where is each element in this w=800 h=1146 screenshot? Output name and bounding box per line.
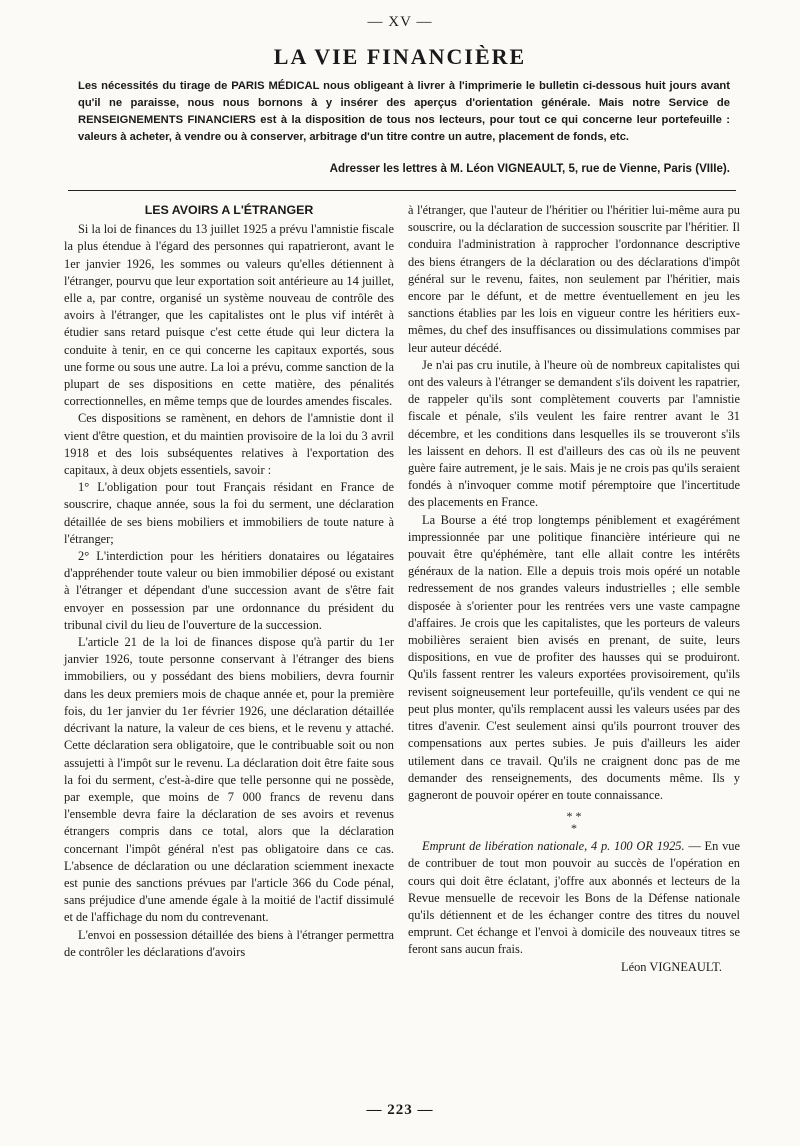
paragraph: Je n'ai pas cru inutile, à l'heure où de nombreux capitalistes qui ont des valeurs à l'étranger se demandent s'ils doivent les rapatrier, de rappeler qu'ils sont complètement couverts par l'amnistie fiscale et pénale, s'ils veulent les faire rentrer avant le 31 décembre, et les conditions dans lesquelles ils se trouveront s'ils les laissent en dehors. Il est d'ailleurs des cas où ils ne peuvent guère faire autrement, je le sais. Mais je ne crois pas qu'ils seraient fondés à n'invoquer comme motif péremptoire que l'incertitude des placements en France.	[408, 357, 740, 510]
emprunt-text: — En vue de contribuer de tout mon pouvoir au succès de l'opération en cours qui doit être éclatant, j'offre aux abonnés et lecteurs de la Revue mensuelle de recevoir les Bons de la Défense nationale qu'ils détiennent et de les échanger contre des titres du nouvel emprunt. Cet échange et l'envoi à domicile des nouveaux titres se feront sans aucun frais.	[408, 839, 740, 957]
paragraph: La Bourse a été trop longtemps péniblement et exagérément impressionnée par une politique financière intérieure qui ne pouvait être qu'éphémère, tant elle allait contre les intérêts généraux de la nation. Elle a depuis trois mois opéré un notable redressement de nos grandes valeurs industrielles ; elle semble disposée à s'orienter pour les rentrées vers une vaste campagne d'affaires. Je crois que les capitalistes, que les porteurs de valeurs mobilières seraient bien avisés en prenant, de suite, leurs dispositions, en vue de profiter des hausses qui se produiront. Qu'ils fassent rentrer les valeurs exportées provisoirement, qu'ils revisent soigneusement leur portefeuille, qu'ils vendent ce qui ne peut plus monter, qu'ils remplacent aussi les valeurs usées par des titres d'avenir. C'est seulement ainsi qu'ils pourront trouver des compensations aux pertes subies. Je puis d'ailleurs les aider utilement dans ce travail. Qu'ils ne craignent donc pas de me demander des renseignements, des documents même. Ils y gagneront de pouvoir opérer en toute connaissance.	[408, 512, 740, 802]
page-title: LA VIE FINANCIÈRE	[273, 44, 527, 69]
header-divider	[68, 190, 736, 191]
asterism-separator: * * *	[566, 809, 582, 836]
address-line: Adresser les lettres à M. Léon VIGNEAULT, 5, rue de Vienne, Paris (VIIIe).	[329, 162, 730, 175]
paragraph: 1° L'obligation pour tout Français résidant en France de souscrire, chaque année, sous la foi du serment, une déclaration détaillée de ses biens mobiliers et immobiliers de toute nature à l'étranger;	[64, 480, 394, 546]
right-column	[408, 202, 740, 976]
author-signature: Léon VIGNEAULT.	[621, 959, 722, 974]
section-heading: LES AVOIRS A L'ÉTRANGER	[144, 203, 314, 217]
page-number: — 223 —	[366, 1102, 434, 1118]
paragraph: 2° L'interdiction pour les héritiers donataires ou légataires d'appréhender toute valeur ou bien immobilier déposé ou existant à l'étranger et dépendant d'une succession avant de s'être fait envoyer en possession par une ordonnance du président du tribunal civil du lieu de l'ouverture de la succession.	[64, 549, 394, 632]
left-column	[64, 202, 394, 961]
paragraph: L'article 21 de la loi de finances dispose qu'à partir du 1er janvier 1926, toute personne conservant à l'étranger des biens immobiliers, ou y possédant des biens mobiliers, devra fournir dans les deux premiers mois de chaque année et, pour la première fois, du 1er janvier du 1er février 1926, une déclaration détaillée décrivant la nature, la valeur de ces biens, et le revenu y attaché. Cette déclaration sera obligatoire, que le contribuable soit ou non assujetti à l'impôt sur le revenu. La déclaration doit être faite sous la foi du serment, c'est-à-dire que telle personne qui ne possède, par exemple, que moins de 7 000 francs de revenu dans l'ensemble devra faire la déclaration de ses avoirs et revenus étrangers compris dans ce total, alors que la déclaration concernant l'impôt général n'est pas obligatoire dans ce cas. L'absence de déclaration ou une déclaration sciemment inexacte est punie des sanctions prévues par l'article 366 du Code pénal, sans préjudice d'une amende égale à la moitié de l'actif dissimulé et de l'affichage du nom du contrevenant.	[64, 635, 394, 925]
emprunt-title: Emprunt de libération nationale, 4 p. 100 OR 1925.	[422, 839, 685, 854]
paragraph: Ces dispositions se ramènent, en dehors de l'amnistie dont il vient d'être question, et du maintien provisoire de la loi du 3 avril 1918 et des lois subséquentes relatives à l'exportation des capitaux, à deux objets essentiels, savoir :	[64, 411, 394, 478]
paragraph: Si la loi de finances du 13 juillet 1925 a prévu l'amnistie fiscale la plus étendue à l'égard des personnes qui rapatrieront, avant le 1er janvier 1926, les sommes ou valeurs qu'elles détiennent à l'étranger, pourvu que leur exportation soit antérieure au 14 juillet, elle a, par contre, organisé un système nouveau de contrôle des avoirs à l'étranger, que les capitalistes ont le plus vif intérêt à étudier sans retard puisque c'est cette étude qui leur dictera la conduite à tenir, en ce qui concerne les capitaux exportés, sous une forme ou sous une autre. La loi a prévu, comme sanction de la plupart de ses dispositions en cette matière, des pénalités correctionnelles, en même temps que de lourdes amendes fiscales.	[64, 222, 394, 409]
roman-page-number: — XV —	[367, 14, 433, 30]
paragraph: à l'étranger, que l'auteur de l'héritier ou l'héritier lui-même aura pu souscrire, ou la déclaration de succession souscrite par l'héritier. Il conduira l'administration à rapprocher l'ordonnance descriptive des biens étrangers de la déclaration ou des déclarations d'impôt général sur le revenu, faites, non seulement par l'héritier, mais encore par le défunt, et de mettre éventuellement en jeu les sanctions établies par les lois en vigueur contre les héritiers eux-mêmes, du chef des insuffisances ou dissimulations commises par leur auteur décédé.	[408, 203, 740, 355]
intro-notice: Les nécessités du tirage de PARIS MÉDICAL nous obligeant à livrer à l'imprimerie le bulletin ci-dessous huit jours avant qu'il ne paraisse, nous nous bornons à y insérer des aperçus d'orientation générale. Mais notre Service de RENSEIGNEMENTS FINANCIERS est à la disposition de tous nos lecteurs, pour tout ce qui concerne leur portefeuille : valeurs à acheter, à vendre ou à conserver, arbitrage d'un titre contre un autre, placement de fonds, etc.	[78, 80, 730, 143]
paragraph: L'envoi en possession détaillée des biens à l'étranger permettra de contrôler les déclarations d'avoirs	[64, 927, 394, 959]
emprunt-paragraph	[408, 838, 740, 958]
